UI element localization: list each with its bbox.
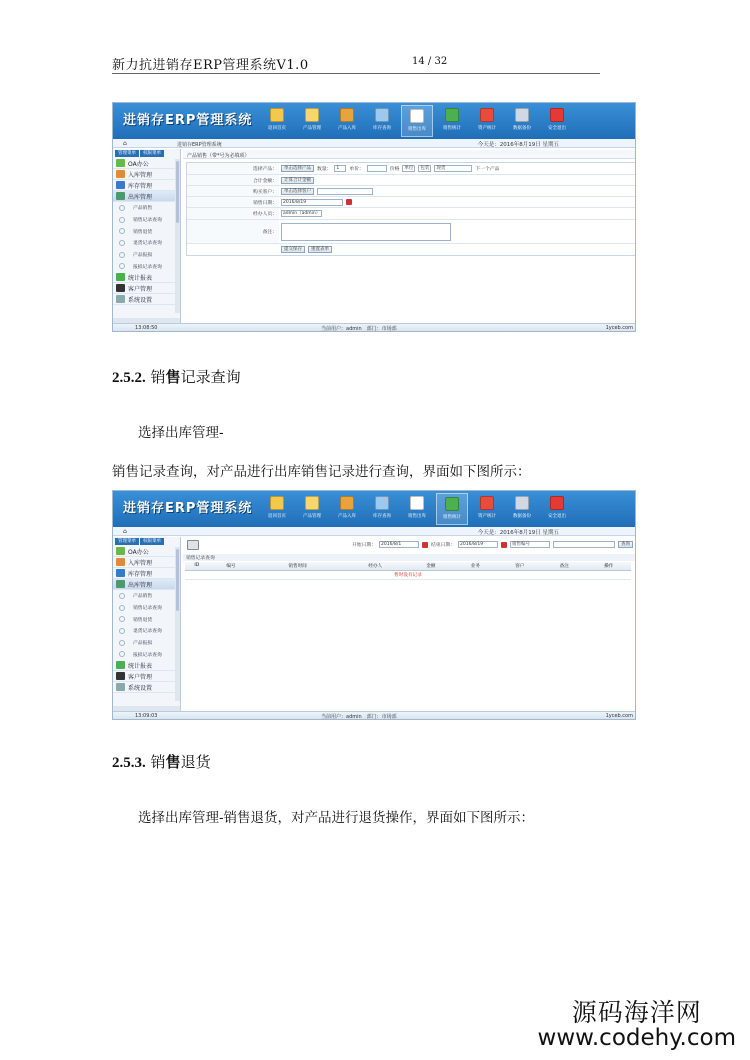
sale-out-button[interactable] bbox=[401, 105, 433, 137]
calendar-icon[interactable] bbox=[346, 199, 352, 205]
unit-select[interactable]: 单位 bbox=[404, 166, 414, 171]
sale-form bbox=[186, 162, 636, 256]
inventory-icon bbox=[116, 181, 125, 189]
sale-stat-button[interactable] bbox=[436, 105, 468, 137]
row-handler bbox=[187, 208, 636, 220]
calendar-icon[interactable] bbox=[501, 542, 507, 548]
sidebar-menu-item[interactable] bbox=[113, 283, 180, 294]
next-product-link[interactable]: 下一个产品 bbox=[475, 167, 500, 172]
section-heading-2-5-2: 2.5.2. 销售记录查询 bbox=[112, 368, 241, 386]
page-header bbox=[112, 52, 600, 74]
asset-stat-icon bbox=[480, 108, 494, 122]
sales-record-table bbox=[185, 562, 631, 580]
toolbar-label: 产品入库 bbox=[338, 514, 356, 519]
price-input[interactable] bbox=[367, 165, 387, 172]
sidebar-item-label: 报损记录查询 bbox=[133, 264, 162, 270]
end-date-label: 结束日期： bbox=[431, 543, 455, 548]
document-title: 新力抗进销存ERP管理系统V1.0 bbox=[112, 58, 309, 73]
query-toolbar bbox=[183, 538, 635, 552]
sidebar-tab[interactable]: 管理菜单 bbox=[115, 538, 139, 545]
stock-out-icon bbox=[116, 580, 125, 588]
sidebar-sub-item[interactable] bbox=[113, 613, 180, 625]
toolbar-label: 产品入库 bbox=[338, 126, 356, 131]
sidebar-item-label: 系统设置 bbox=[128, 684, 153, 692]
customer-icon bbox=[116, 284, 125, 292]
home-button[interactable] bbox=[261, 105, 293, 137]
exit-button[interactable] bbox=[541, 105, 573, 137]
erp-screenshot-sale-form bbox=[112, 102, 636, 332]
toolbar-label: 返回首页 bbox=[268, 126, 286, 131]
app-logo: 进销存ERP管理系统 bbox=[123, 501, 253, 516]
app-logo: 进销存ERP管理系统 bbox=[123, 113, 253, 128]
stock-select[interactable]: 现货 bbox=[434, 165, 472, 172]
sidebar-sub-item[interactable] bbox=[113, 648, 180, 660]
row-date bbox=[187, 197, 636, 208]
submit-button[interactable]: 提交保存 bbox=[281, 246, 305, 253]
sidebar-scrollbar[interactable] bbox=[175, 547, 180, 701]
toolbar-label: 库存查询 bbox=[373, 514, 391, 519]
qty-input[interactable]: 1 bbox=[334, 165, 346, 172]
watermark-line2: www.codehy.com bbox=[537, 1025, 736, 1052]
sidebar-menu-item[interactable] bbox=[113, 557, 180, 568]
table-row bbox=[185, 570, 631, 579]
paragraph-select-menu: 选择出库管理- bbox=[138, 425, 224, 441]
sidebar-item-label: 出库管理 bbox=[128, 193, 153, 201]
row-buttons bbox=[187, 244, 636, 255]
main-toolbar bbox=[261, 493, 573, 525]
stock-query-icon bbox=[375, 496, 389, 510]
list-title: 销售记录查询 bbox=[183, 554, 635, 561]
stock-in-icon bbox=[116, 170, 125, 178]
stock-in-button[interactable] bbox=[331, 105, 363, 137]
row-remark bbox=[187, 220, 636, 244]
field-label: 经办人员： bbox=[187, 208, 279, 219]
toolbar-label: 数据备份 bbox=[513, 126, 531, 131]
sidebar bbox=[113, 537, 181, 711]
bullet-icon bbox=[119, 240, 125, 246]
sidebar-item-label: 产品报损 bbox=[133, 253, 153, 259]
exit-icon bbox=[550, 108, 564, 122]
price-label: 单价： bbox=[349, 167, 364, 172]
oa-icon bbox=[116, 159, 125, 167]
sidebar-scrollbar[interactable] bbox=[175, 159, 180, 313]
sidebar-sub-item[interactable] bbox=[113, 202, 180, 214]
toolbar-label: 数据备份 bbox=[513, 514, 531, 519]
breadcrumb-bar bbox=[113, 139, 635, 148]
sidebar-menu-item[interactable] bbox=[113, 546, 180, 557]
sale-date-input[interactable]: 2016/8/19 bbox=[281, 199, 343, 206]
sidebar-item-label: OA办公 bbox=[128, 160, 149, 168]
sidebar-item-label: 客户管理 bbox=[128, 673, 153, 681]
sidebar-menu-item[interactable] bbox=[113, 294, 180, 305]
table-header-row bbox=[185, 562, 631, 570]
toolbar-label: 销售统计 bbox=[443, 515, 461, 520]
oa-icon bbox=[116, 547, 125, 555]
exit-button[interactable] bbox=[541, 493, 573, 525]
asset-stat-button[interactable] bbox=[471, 105, 503, 137]
sidebar-item-label: 报损记录查询 bbox=[133, 652, 162, 658]
sidebar-sub-item[interactable] bbox=[113, 260, 180, 272]
select-product-button[interactable]: 单击选择产品 bbox=[281, 165, 314, 172]
paragraph-return-desc: 选择出库管理-销售退货，对产品进行退货操作，界面如下图所示： bbox=[138, 810, 535, 826]
customer-icon bbox=[116, 672, 125, 680]
sidebar-sub-item[interactable] bbox=[113, 214, 180, 226]
product-manage-button[interactable] bbox=[296, 105, 328, 137]
welcome-text: 今天是：2016年8月19日 星期五 bbox=[477, 530, 559, 536]
sidebar-item-label: OA办公 bbox=[128, 548, 149, 556]
stock-query-button[interactable] bbox=[366, 493, 398, 525]
row-select-product bbox=[187, 163, 636, 175]
main-toolbar bbox=[261, 105, 573, 137]
sale-stat-button[interactable] bbox=[436, 493, 468, 525]
field-label: 选择产品： bbox=[187, 163, 279, 174]
main-content bbox=[183, 538, 635, 710]
sale-out-icon bbox=[410, 109, 424, 123]
home-icon[interactable]: ⌂ bbox=[123, 528, 127, 535]
sidebar-sub-item[interactable] bbox=[113, 625, 180, 637]
report-icon bbox=[116, 661, 125, 669]
form-title: 产品销售（带*号为必填项） bbox=[183, 150, 635, 159]
bullet-icon bbox=[119, 217, 125, 223]
sidebar-item-label: 系统设置 bbox=[128, 296, 153, 304]
sale-out-icon bbox=[410, 496, 424, 510]
row-customer bbox=[187, 186, 636, 197]
column-header[interactable]: 操作 bbox=[586, 562, 631, 570]
current-user: 当前用户：admin 部门：市场部 bbox=[321, 326, 397, 332]
toolbar-label: 销售出库 bbox=[408, 514, 426, 519]
asset-stat-button[interactable] bbox=[471, 493, 503, 525]
start-date-input[interactable]: 2016/8/1 bbox=[379, 541, 419, 548]
sidebar-item-label: 库存管理 bbox=[128, 182, 153, 190]
column-header[interactable]: 备注 bbox=[542, 562, 586, 570]
backup-icon bbox=[515, 496, 529, 510]
sale-stat-icon bbox=[445, 497, 459, 511]
bullet-icon bbox=[119, 616, 125, 622]
sidebar-menu-item[interactable] bbox=[113, 660, 180, 671]
sidebar-sub-item[interactable] bbox=[113, 602, 180, 614]
sidebar-sub-item[interactable] bbox=[113, 225, 180, 237]
stock-in-icon bbox=[116, 558, 125, 566]
bullet-icon bbox=[119, 628, 125, 634]
search-type-select[interactable]: 销售编号 bbox=[510, 541, 550, 548]
bullet-icon bbox=[119, 228, 125, 234]
stock-in-icon bbox=[340, 108, 354, 122]
sidebar-menu-item[interactable] bbox=[113, 180, 180, 191]
sidebar-item-label: 产品销售 bbox=[133, 206, 153, 212]
column-header[interactable]: 金额 bbox=[409, 562, 453, 570]
column-header[interactable]: 销售时间 bbox=[253, 562, 342, 570]
row-total bbox=[187, 175, 636, 186]
sidebar-item-label: 销售退货 bbox=[133, 229, 153, 235]
sidebar-tab[interactable]: 权限菜单 bbox=[140, 538, 164, 545]
start-date-label: 开始日期： bbox=[352, 543, 376, 548]
calc-total-button[interactable]: 计算合计金额 bbox=[281, 177, 314, 184]
qty-label: 数量： bbox=[317, 167, 332, 172]
main-content bbox=[183, 150, 635, 322]
sidebar-sub-item[interactable] bbox=[113, 237, 180, 249]
product-icon bbox=[305, 496, 319, 510]
bullet-icon bbox=[119, 593, 125, 599]
bullet-icon bbox=[119, 205, 125, 211]
bullet-icon bbox=[119, 640, 125, 646]
bullet-icon bbox=[119, 263, 125, 269]
sidebar-menu-item[interactable] bbox=[113, 158, 180, 169]
stock-in-button[interactable] bbox=[331, 493, 363, 525]
field-label: 购买客户： bbox=[187, 186, 279, 196]
toolbar-label: 资产统计 bbox=[478, 514, 496, 519]
clock: 13:09:03 bbox=[135, 713, 158, 719]
home-icon[interactable]: ⌂ bbox=[123, 140, 127, 147]
breadcrumb-bar bbox=[113, 527, 635, 536]
sidebar-item-label: 统计报表 bbox=[128, 662, 153, 670]
stock-query-button[interactable] bbox=[366, 105, 398, 137]
sidebar-menu-item[interactable] bbox=[113, 272, 180, 283]
paragraph-query-desc: 销售记录查询，对产品进行出库销售记录进行查询，界面如下图所示： bbox=[112, 464, 531, 480]
sidebar-menu-item[interactable] bbox=[113, 671, 180, 682]
sidebar-sub-item[interactable] bbox=[113, 249, 180, 261]
field-label: 备注： bbox=[187, 220, 279, 243]
stock-query-icon bbox=[375, 108, 389, 122]
sidebar-tab[interactable]: 权限菜单 bbox=[140, 150, 164, 157]
sidebar-menu-item[interactable] bbox=[113, 682, 180, 693]
sidebar-sub-item[interactable] bbox=[113, 637, 180, 649]
column-header[interactable]: ID bbox=[185, 562, 209, 570]
inventory-icon bbox=[116, 569, 125, 577]
toolbar-label: 库存查询 bbox=[373, 126, 391, 131]
toolbar-label: 安全退出 bbox=[548, 514, 566, 519]
backup-button[interactable] bbox=[506, 105, 538, 137]
sale-out-button[interactable] bbox=[401, 493, 433, 525]
watermark bbox=[538, 1000, 736, 1050]
sidebar-item-label: 退货记录查询 bbox=[133, 629, 162, 635]
bullet-icon bbox=[119, 605, 125, 611]
sidebar-item-label: 退货记录查询 bbox=[133, 241, 162, 247]
toolbar-label: 产品管理 bbox=[303, 126, 321, 131]
site-name: 1yceb.com bbox=[605, 325, 633, 331]
welcome-text: 今天是：2016年8月19日 星期五 bbox=[477, 142, 559, 148]
stock-out-icon bbox=[116, 192, 125, 200]
status-bar bbox=[113, 711, 635, 719]
sidebar-item-label: 统计报表 bbox=[128, 274, 153, 282]
toolbar-label: 销售出库 bbox=[408, 127, 426, 132]
printer-icon[interactable] bbox=[187, 540, 199, 550]
site-name: 1yceb.com bbox=[605, 713, 633, 719]
stock-in-icon bbox=[340, 496, 354, 510]
column-header[interactable]: 客户 bbox=[498, 562, 542, 570]
column-header[interactable]: 编号 bbox=[209, 562, 253, 570]
sale-stat-icon bbox=[445, 108, 459, 122]
sidebar-item-label: 客户管理 bbox=[128, 285, 153, 293]
sidebar-menu-item[interactable] bbox=[113, 169, 180, 180]
search-button[interactable]: 查询 bbox=[618, 541, 633, 548]
field-label: 合计金额： bbox=[187, 175, 279, 185]
toolbar-label: 产品管理 bbox=[303, 514, 321, 519]
settings-icon bbox=[116, 683, 125, 691]
calendar-icon[interactable] bbox=[422, 542, 428, 548]
product-manage-button[interactable] bbox=[296, 493, 328, 525]
bullet-icon bbox=[119, 651, 125, 657]
customer-input[interactable] bbox=[317, 188, 373, 195]
page-number: 14 / 32 bbox=[412, 56, 448, 67]
toolbar-label: 返回首页 bbox=[268, 514, 286, 519]
home-button[interactable] bbox=[261, 493, 293, 525]
section-heading-2-5-3: 2.5.3. 销售退货 bbox=[112, 753, 211, 771]
amount-label: 价格 bbox=[389, 167, 400, 172]
end-date-input[interactable]: 2016/8/19 bbox=[458, 541, 498, 548]
sidebar-tab[interactable]: 管理菜单 bbox=[115, 150, 139, 157]
sidebar-item-label: 库存管理 bbox=[128, 570, 153, 578]
sidebar-item-label: 入库管理 bbox=[128, 559, 153, 567]
clock: 13:08:50 bbox=[135, 325, 158, 331]
column-header[interactable]: 业务 bbox=[453, 562, 497, 570]
sidebar-menu-item[interactable] bbox=[113, 579, 180, 590]
reset-button[interactable]: 重置表单 bbox=[308, 246, 332, 253]
sidebar-item-label: 产品报损 bbox=[133, 641, 153, 647]
empty-message: 暂时没有记录 bbox=[185, 570, 631, 579]
watermark-line1: 源码海洋网 bbox=[571, 998, 702, 1027]
column-header[interactable]: 经办人 bbox=[342, 562, 409, 570]
sidebar-item-label: 产品销售 bbox=[133, 594, 153, 600]
sidebar-item-label: 出库管理 bbox=[128, 581, 153, 589]
sidebar-menu-item[interactable] bbox=[113, 568, 180, 579]
sidebar-item-label: 销售退货 bbox=[133, 617, 153, 623]
handler-select[interactable]: admin（admin） bbox=[283, 211, 321, 216]
search-input[interactable] bbox=[553, 541, 615, 548]
report-icon bbox=[116, 273, 125, 281]
app-topbar bbox=[113, 491, 635, 527]
sidebar-tabs bbox=[113, 149, 180, 158]
sidebar-tabs bbox=[113, 537, 180, 546]
sidebar-item-label: 销售记录查询 bbox=[133, 218, 162, 224]
home-icon bbox=[270, 496, 284, 510]
settings-icon bbox=[116, 295, 125, 303]
app-topbar bbox=[113, 103, 635, 139]
toolbar-label: 安全退出 bbox=[548, 126, 566, 131]
remark-textarea[interactable] bbox=[281, 223, 451, 241]
exit-icon bbox=[550, 496, 564, 510]
product-icon bbox=[305, 108, 319, 122]
status-bar bbox=[113, 323, 635, 331]
field-label: 销售日期： bbox=[187, 197, 279, 207]
toolbar-label: 销售统计 bbox=[443, 126, 461, 131]
current-user: 当前用户：admin 部门：市场部 bbox=[321, 714, 397, 720]
home-icon bbox=[270, 108, 284, 122]
sidebar bbox=[113, 149, 181, 323]
sidebar-sub-item[interactable] bbox=[113, 590, 180, 602]
breadcrumb: 进销存ERP管理系统 bbox=[177, 142, 222, 148]
sidebar-item-label: 销售记录查询 bbox=[133, 606, 162, 612]
toolbar-label: 资产统计 bbox=[478, 126, 496, 131]
backup-icon bbox=[515, 108, 529, 122]
pack-select[interactable]: 包装 bbox=[420, 166, 430, 171]
sidebar-menu-item[interactable] bbox=[113, 191, 180, 202]
select-customer-button[interactable]: 单击选择客户 bbox=[281, 188, 314, 195]
backup-button[interactable] bbox=[506, 493, 538, 525]
sidebar-item-label: 入库管理 bbox=[128, 171, 153, 179]
asset-stat-icon bbox=[480, 496, 494, 510]
erp-screenshot-sales-query bbox=[112, 490, 636, 720]
bullet-icon bbox=[119, 252, 125, 258]
